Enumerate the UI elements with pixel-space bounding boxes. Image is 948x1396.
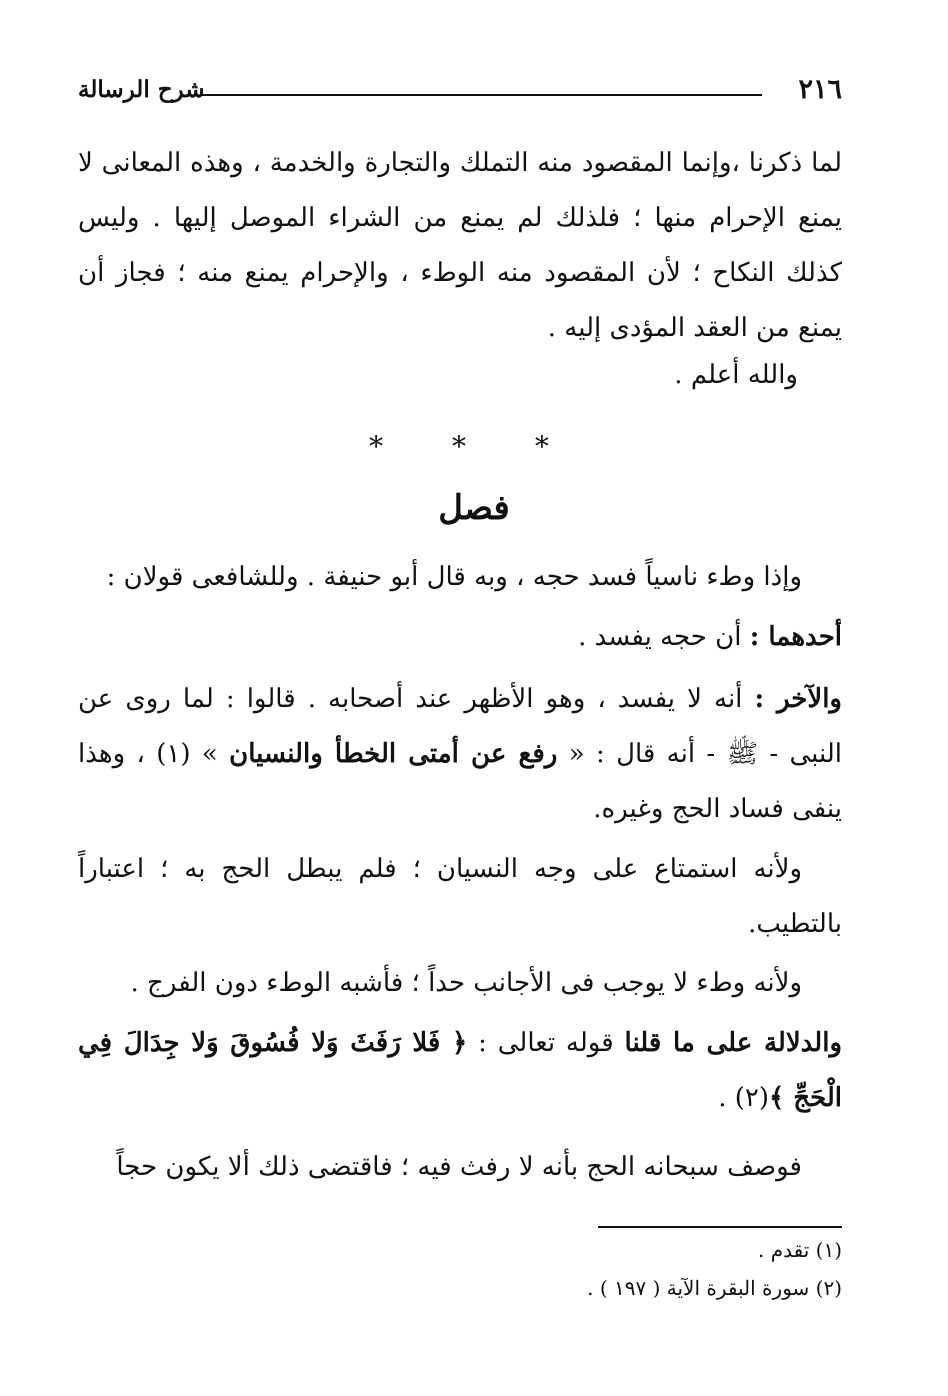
paragraph-6-text-1: قوله تعالى : [467, 1028, 625, 1058]
footnote-2: (٢) سورة البقرة الآية ( ١٩٧ ) . [587, 1276, 842, 1300]
running-title: شرح الرسالة [78, 76, 205, 103]
section-separator: * * * [369, 430, 579, 463]
header-rule [202, 94, 762, 96]
page-header [78, 72, 842, 112]
paragraph-5 [78, 956, 842, 1011]
paragraph-4 [78, 842, 842, 952]
paragraph-3-text-2: » (١) ، وهذا ينفى فساد الحج وغيره. [78, 739, 842, 824]
paragraph-1-text: وإذا وطء ناسياً فسد حجه ، وبه قال أبو حنيفة . وللشافعى قولان : [106, 562, 802, 592]
paragraph-2-text: أن حجه يفسد . [578, 622, 750, 652]
footnote-1: (١) تقدم . [757, 1238, 842, 1262]
paragraph-6-lead: والدلالة على ما قلنا [624, 1028, 842, 1058]
paragraph-7-text: فوصف سبحانه الحج بأنه لا رفث فيه ؛ فاقتضى ذلك ألا يكون حجاً [116, 1152, 802, 1182]
paragraph-7 [78, 1140, 842, 1195]
paragraph-6 [78, 1016, 842, 1126]
paragraph-6-text-2: (٢) . [718, 1083, 769, 1113]
page-number: ٢١٦ [798, 74, 842, 105]
paragraph-1 [78, 550, 842, 605]
section-heading: فصل [438, 488, 510, 528]
paragraph-3-lead: والآخر : [754, 684, 842, 714]
paragraph-5-text: ولأنه وطء لا يوجب فى الأجانب حداً ؛ فأشبه الوطء دون الفرج . [130, 968, 802, 998]
paragraph-3-text-1: أنه لا يفسد ، وهو الأظهر عند أصحابه . قالوا : لما روى عن النبى - ﷺ - أنه قال : « [78, 684, 842, 769]
quran-verse: ﴿ فَلا رَفَثَ وَلا فُسُوقَ وَلا جِدَالَ فِي الْحَجِّ ﴾ [78, 1028, 842, 1113]
hadith-quote: رفع عن أمتى الخطأ والنسيان [229, 739, 558, 769]
paragraph-2 [78, 610, 842, 665]
paragraph-4-text: ولأنه استمتاع على وجه النسيان ؛ فلم يبطل الحج به ؛ اعتباراً بالتطيب. [78, 854, 842, 939]
paragraph-2-lead: أحدهما : [749, 622, 842, 652]
footnote-rule [598, 1226, 842, 1228]
closing-formula: والله أعلم . [674, 360, 798, 390]
opening-text: لما ذكرنا ،وإنما المقصود منه التملك والتجارة والخدمة ، وهذه المعانى لا يمنع الإحرام منها ؛ فلذلك لم يمنع من الشراء الموصل إليها . وليس كذلك النكاح ؛ لأن المقصود منه الوطء ، والإحرام يمنع منه ؛ فجاز أن يمنع من العقد المؤدى إليه . [78, 148, 842, 343]
opening-paragraph [78, 136, 842, 356]
paragraph-3 [78, 672, 842, 837]
